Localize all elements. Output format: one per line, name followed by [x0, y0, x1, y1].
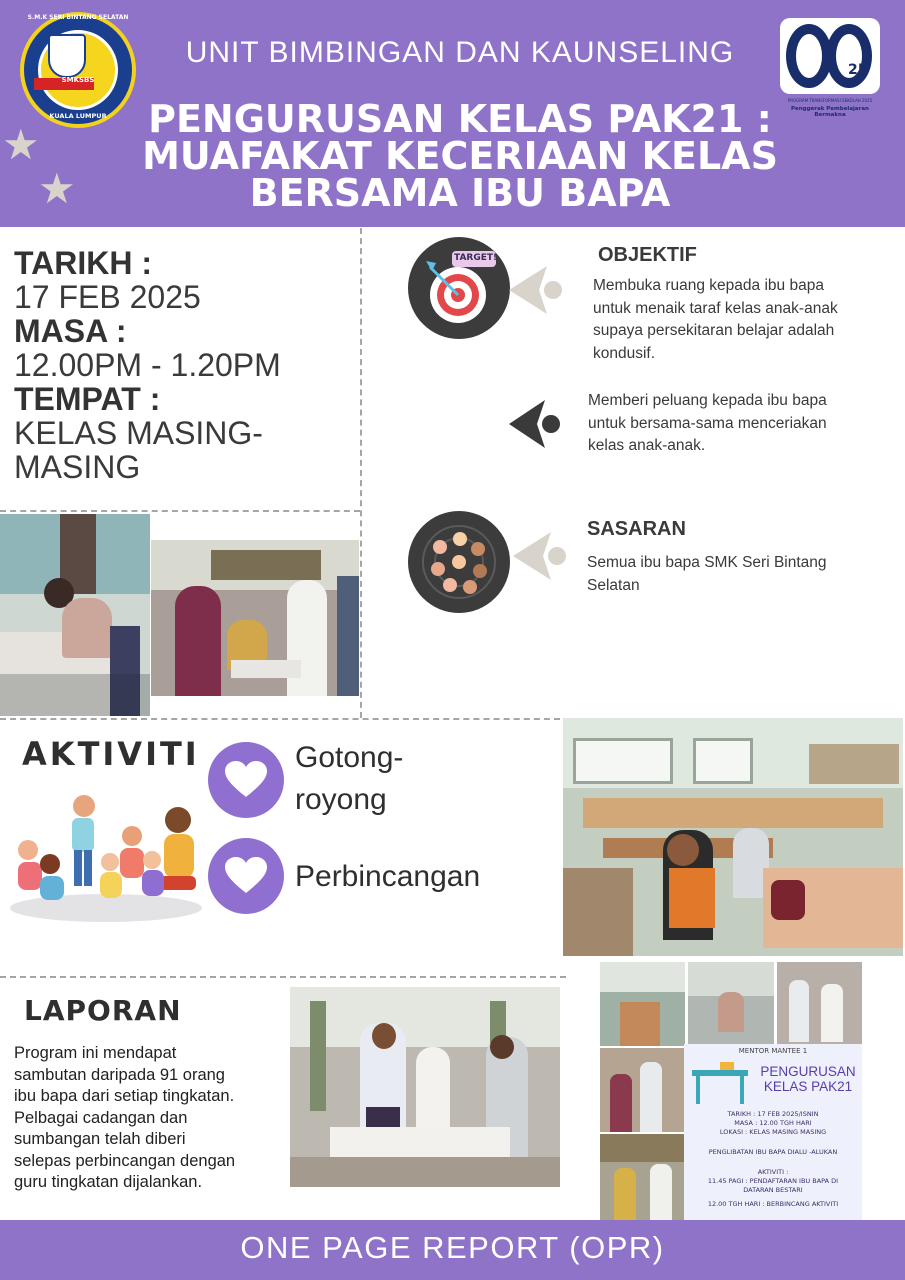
- divider: [0, 510, 360, 512]
- place-label: TEMPAT :: [14, 381, 161, 417]
- school-logo: S.M.K SERI BINTANG SELATAN SMKSBS KUALA LUMPUR: [20, 12, 136, 128]
- photo-collage-1: [600, 962, 685, 1046]
- heart-icon: [208, 838, 284, 914]
- event-info: TARIKH : 17 FEB 2025 MASA : 12.00PM - 1.20PM TEMPAT : KELAS MASING- MASING: [14, 246, 354, 484]
- photo-registration-hall: [290, 987, 560, 1187]
- time-label: MASA :: [14, 313, 127, 349]
- program-logo: 25 PROGRAM TRANSFORMASI SEKOLAH 2025 Penggerak Pembelajaran Bermakna: [780, 18, 880, 116]
- photo-collage-5: [600, 1134, 684, 1220]
- footer-title: ONE PAGE REPORT (OPR): [240, 1230, 665, 1265]
- page-title: PENGURUSAN KELAS PAK21 : MUAFAKAT KECERIAAN KELAS BERSAMA IBU BAPA: [142, 97, 778, 215]
- people-circle-icon: [408, 511, 510, 613]
- photo-parents-classroom: [151, 540, 359, 696]
- poster-title: PENGURUSAN KELAS PAK21: [760, 1064, 856, 1094]
- chevron-left-icon: [503, 260, 563, 320]
- program-poster: MENTOR MANTEE 1 PENGURUSAN KELAS PAK21 TARIKH : 17 FEB 2025/ISNIN MASA : 12.00 TGH HARI LOKASI : KELAS MASING MASING PENGLIBATAN IBU BAPA DIALU -ALUKAN AKTIVITI : 11.45 PAGI : PENDAFTARAN IBU BAPA DI DATARAN BESTARI 12.00 TGH HARI : BERBINCANG AKTIVITI: [684, 1044, 862, 1222]
- photo-collage-2: [688, 962, 774, 1046]
- time-value: 12.00PM - 1.20PM: [14, 347, 281, 383]
- objective-1: Membuka ruang kepada ibu bapa untuk menaik taraf kelas anak-anak supaya persekitaran belajar adalah kondusif.: [593, 277, 838, 362]
- laporan-text: Program ini mendapat sambutan daripada 91 orang ibu bapa dari setiap tingkatan. Pelbagai cadangan dan sumbangan telah diberi selepas perbincangan dengan guru tingkatan dijalankan.: [14, 1044, 236, 1191]
- unit-title: UNIT BIMBINGAN DAN KAUNSELING: [185, 36, 735, 69]
- divider: [360, 228, 362, 718]
- chevron-left-icon: [507, 526, 567, 586]
- objectives-title: OBJEKTIF: [598, 244, 697, 266]
- aktiviti-title: AKTIVITI: [22, 735, 200, 773]
- laporan-title: LAPORAN: [24, 994, 182, 1027]
- desk-icon: [690, 1062, 752, 1106]
- aktiviti-item-perbincangan: Perbincangan: [295, 860, 481, 893]
- objective-2: Memberi peluang kepada ibu bapa untuk bersama-sama menceriakan kelas anak-anak.: [588, 392, 827, 454]
- header-banner: [0, 0, 905, 227]
- divider: [0, 976, 566, 978]
- footer-banner: [0, 1220, 905, 1280]
- star-icon: ★: [38, 164, 76, 213]
- photo-classroom-meeting: [563, 718, 903, 956]
- chevron-left-icon: [505, 394, 565, 454]
- target-icon: TARGET!: [408, 237, 510, 339]
- sasaran-text: Semua ibu bapa SMK Seri Bintang Selatan: [587, 554, 827, 594]
- date-value: 17 FEB 2025: [14, 279, 201, 315]
- school-crest-icon: [48, 34, 86, 78]
- sasaran-title: SASARAN: [587, 518, 686, 540]
- divider: [0, 718, 560, 720]
- star-icon: ★: [2, 120, 40, 169]
- children-group-illustration: [6, 790, 206, 924]
- place-value: KELAS MASING-: [14, 415, 263, 451]
- photo-registration: [0, 514, 150, 716]
- photo-collage-3: [777, 962, 862, 1046]
- photo-collage-4: [600, 1048, 684, 1132]
- heart-icon: [208, 742, 284, 818]
- date-label: TARIKH :: [14, 245, 153, 281]
- aktiviti-item-gotong-royong: Gotong- royong: [295, 741, 404, 816]
